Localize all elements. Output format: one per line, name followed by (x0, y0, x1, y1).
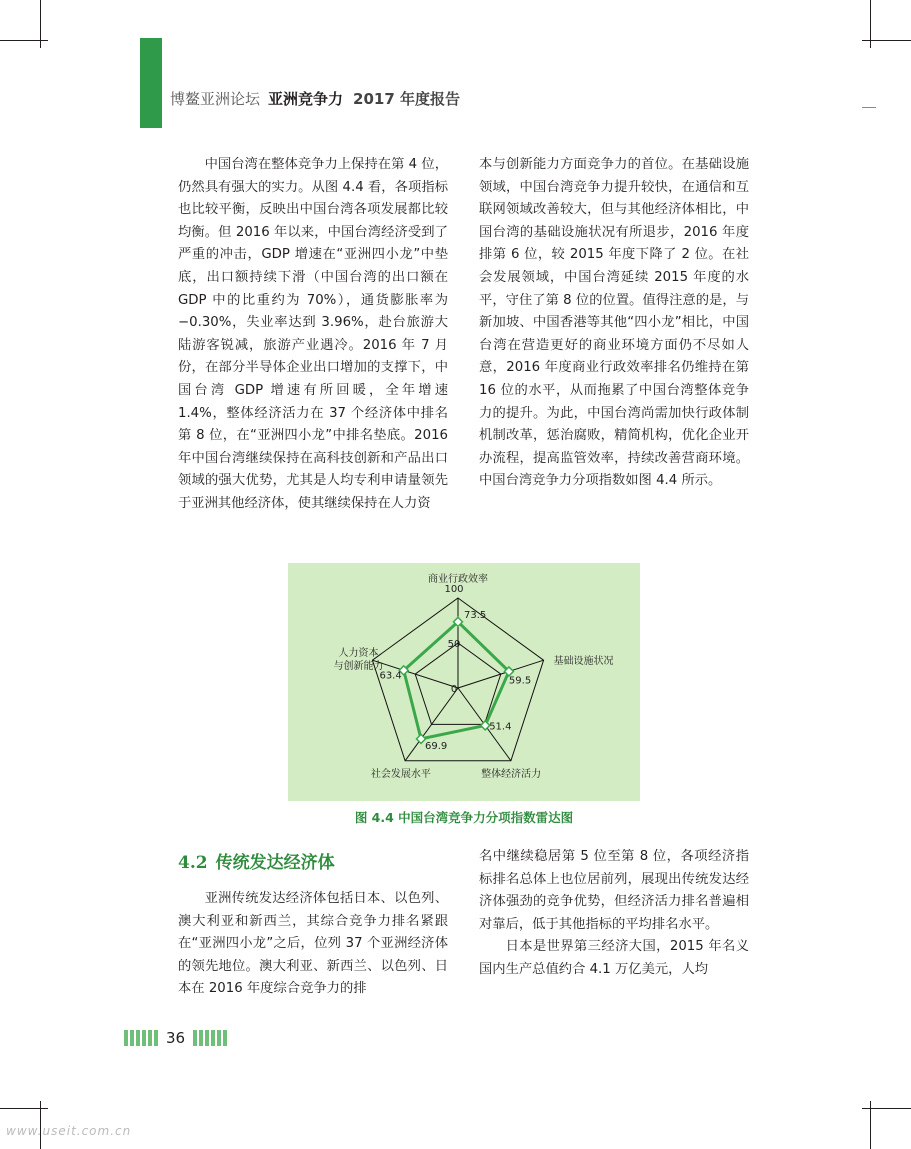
footer-stripes-right (193, 1030, 227, 1046)
crop-mark (862, 40, 911, 41)
crop-mark (862, 1108, 911, 1109)
header-accent-bar (140, 38, 162, 128)
crop-mark (0, 1108, 48, 1109)
running-header (170, 88, 460, 109)
page-number: 36 (166, 1029, 186, 1047)
radar-chart (288, 563, 640, 801)
page-footer (124, 1030, 227, 1046)
watermark: www.useit.com.cn (6, 1124, 132, 1138)
footer-stripes-left (124, 1030, 158, 1046)
data-label: 73.5 (464, 609, 487, 621)
paragraph: 日本是世界第三经济大国，2015 年名义国内生产总值约合 4.1 万亿美元，人均 (479, 939, 749, 977)
paragraph: 本与创新能力方面竞争力的首位。在基础设施领域，中国台湾竞争力提升较快，在通信和互联网领域改善较大，但与其他经济体相比，中国台湾的基础设施状况有所退步，2016 年度排第 6 位，较 2015 年度下降了 2 位。在社会发展领域，中国台湾延续 2015 年度的水平，守住了第 8 位的位置。值得注意的是，与新加坡、中国香港等其他“四小龙”相比，中国台湾在营造更好的商业环境方面仍不尽如人意，2016 年度商业行政效率排名仍维持在第 16 位的水平，从而拖累了中国台湾整体竞争力的提升。为此，中国台湾尚需加快行政体制机制改革，惩治腐败，精简机构，优化企业开办流程，提高监管效率，持续改善营商环境。中国台湾竞争力分项指数如图 4.4 所示。 (479, 157, 749, 489)
section-column-left (178, 888, 448, 1001)
body-column-left (178, 154, 448, 516)
tick-label: 50 (447, 639, 461, 650)
section-column-right (479, 846, 749, 982)
paragraph: 名中继续稳居第 5 位至第 8 位，各项经济指标排名总体上也位居前列，展现出传统发达经济体强劲的竞争优势，但经济活力排名普遍相对靠后，低于其他指标的平均排名水平。 (479, 849, 749, 932)
category-label: 人力资本 (338, 648, 379, 660)
header-year: 2017 年度报告 (353, 90, 461, 108)
data-label: 59.5 (508, 675, 532, 687)
section-title: 传统发达经济体 (215, 853, 335, 873)
figure-caption: 图 4.4 中国台湾竞争力分项指数雷达图 (354, 810, 574, 825)
paragraph: 中国台湾在整体竞争力上保持在第 4 位，仍然具有强大的实力。从图 4.4 看，各项指标也比较平衡，反映出中国台湾各项发展都比较均衡。但 2016 年以来，中国台湾经济受到了严重的冲击，GDP 增速在“亚洲四小龙”中垫底，出口额持续下滑（中国台湾的出口额在 GDP 中的比重约为 70%），通货膨胀率为 −0.30%，失业率达到 3.96%，赴台旅游大陆游客锐减，旅游产业遇冷。2016 年 7 月份，在部分半导体企业出口增加的支撑下，中国台湾 GDP 增速有所回暖，全年增速 1.4%，整体经济活力在 37 个经济体中排名第 8 位，在“亚洲四小龙”中排名垫底。2016 年中国台湾继续保持在高科技创新和产品出口领域的强大优势，尤其是人均专利申请量领先于亚洲其他经济体，使其继续保持在人力资 (178, 157, 448, 511)
category-label: 社会发展水平 (370, 768, 431, 780)
body-column-right (479, 154, 749, 493)
category-label: 整体经济活力 (481, 768, 542, 780)
tick-label: 100 (444, 584, 464, 595)
paragraph: 亚洲传统发达经济体包括日本、以色列、澳大利亚和新西兰，其综合竞争力排名紧跟在“亚洲四小龙”之后，位列 37 个亚洲经济体的领先地位。澳大利亚、新西兰、以色列、日本在 2016 年度综合竞争力的排 (178, 891, 448, 997)
data-label: 63.4 (379, 670, 402, 682)
header-rule (862, 107, 876, 108)
crop-mark (0, 40, 48, 41)
tick-label: 0 (450, 684, 458, 695)
category-label: 商业行政效率 (428, 574, 488, 585)
radar-chart-figure (288, 563, 640, 801)
category-label: 与创新能力 (333, 661, 384, 673)
section-heading (178, 848, 335, 873)
header-report-title: 亚洲竞争力 (268, 90, 344, 108)
section-number: 4.2 (178, 853, 208, 873)
category-label: 基础设施状况 (553, 656, 614, 668)
data-label: 69.9 (425, 740, 448, 752)
header-forum: 博鳌亚洲论坛 (170, 90, 261, 108)
data-label: 51.4 (489, 721, 512, 733)
